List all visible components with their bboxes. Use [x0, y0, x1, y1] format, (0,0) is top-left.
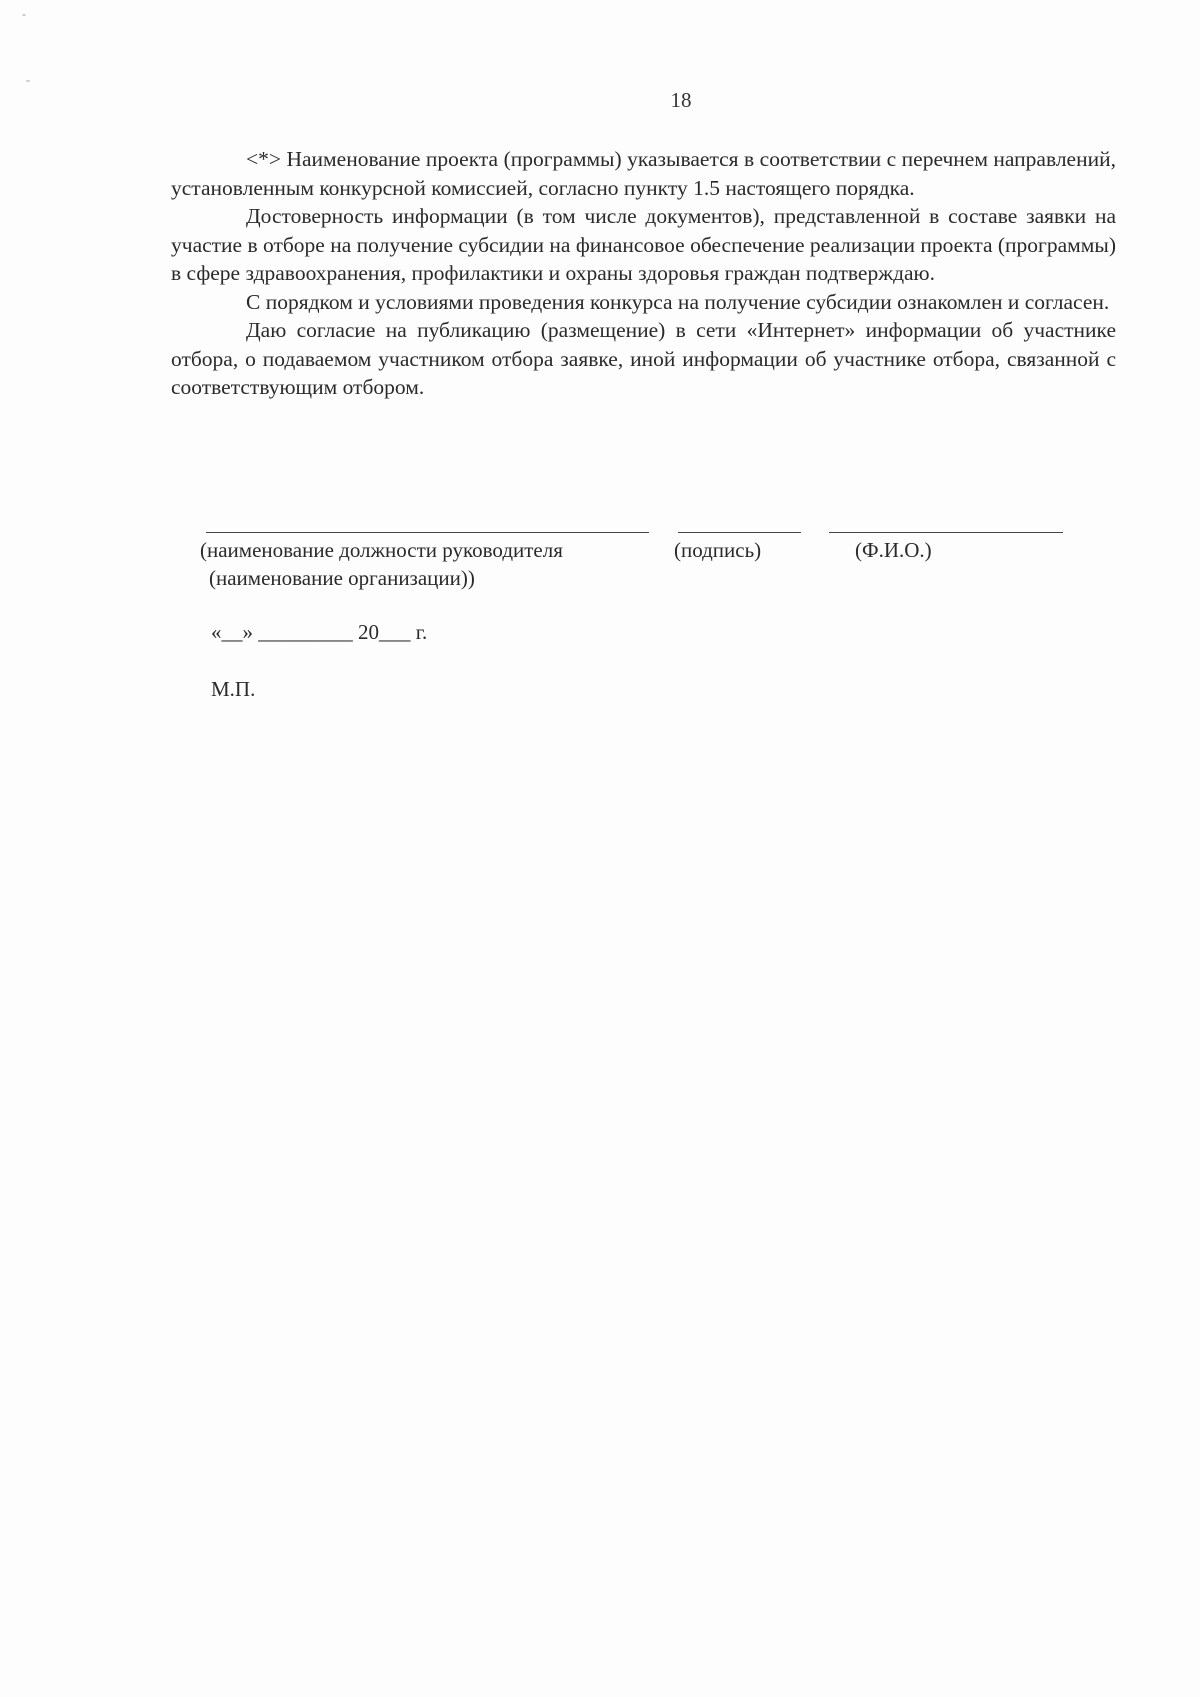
stamp-placeholder: М.П. — [211, 677, 256, 701]
footnote-paragraph: <*> Наименование проекта (программы) указывается в соответствии с перечнем направлений, установленным конкурсной комиссией, согласно пункту 1.5 настоящего порядка. — [171, 147, 1116, 200]
fio-line — [829, 532, 1063, 533]
fio-caption: (Ф.И.О.) — [855, 538, 932, 562]
scan-speck — [22, 14, 26, 16]
confirmation-paragraph: Достоверность информации (в том числе документов), представленной в составе заявки на участие в отборе на получение субсидии на финансовое обеспечение реализации проекта (программы) в сфере здравоохранения, профилактики и охраны здоровья граждан подтверждаю. — [171, 204, 1116, 285]
position-line — [206, 532, 649, 533]
document-body — [171, 145, 1116, 402]
agreement-paragraph: С порядком и условиями проведения конкурса на получение субсидии ознакомлен и согласен. — [246, 289, 1110, 314]
scan-speck — [26, 80, 30, 82]
signature-caption: (подпись) — [674, 538, 762, 562]
signature-lines — [0, 532, 1200, 534]
organization-caption: (наименование организации)) — [209, 566, 475, 590]
consent-paragraph: Даю согласие на публикацию (размещение) в сети «Интернет» информации об участнике отбора, о подаваемом участником отбора заявке, иной информации об участнике отбора, связанной с соответствующим отбором. — [171, 318, 1116, 399]
signature-line — [678, 532, 801, 533]
date-line: «__» _________ 20___ г. — [211, 620, 428, 644]
page-number: 18 — [670, 88, 692, 112]
position-caption: (наименование должности руководителя — [200, 538, 563, 562]
